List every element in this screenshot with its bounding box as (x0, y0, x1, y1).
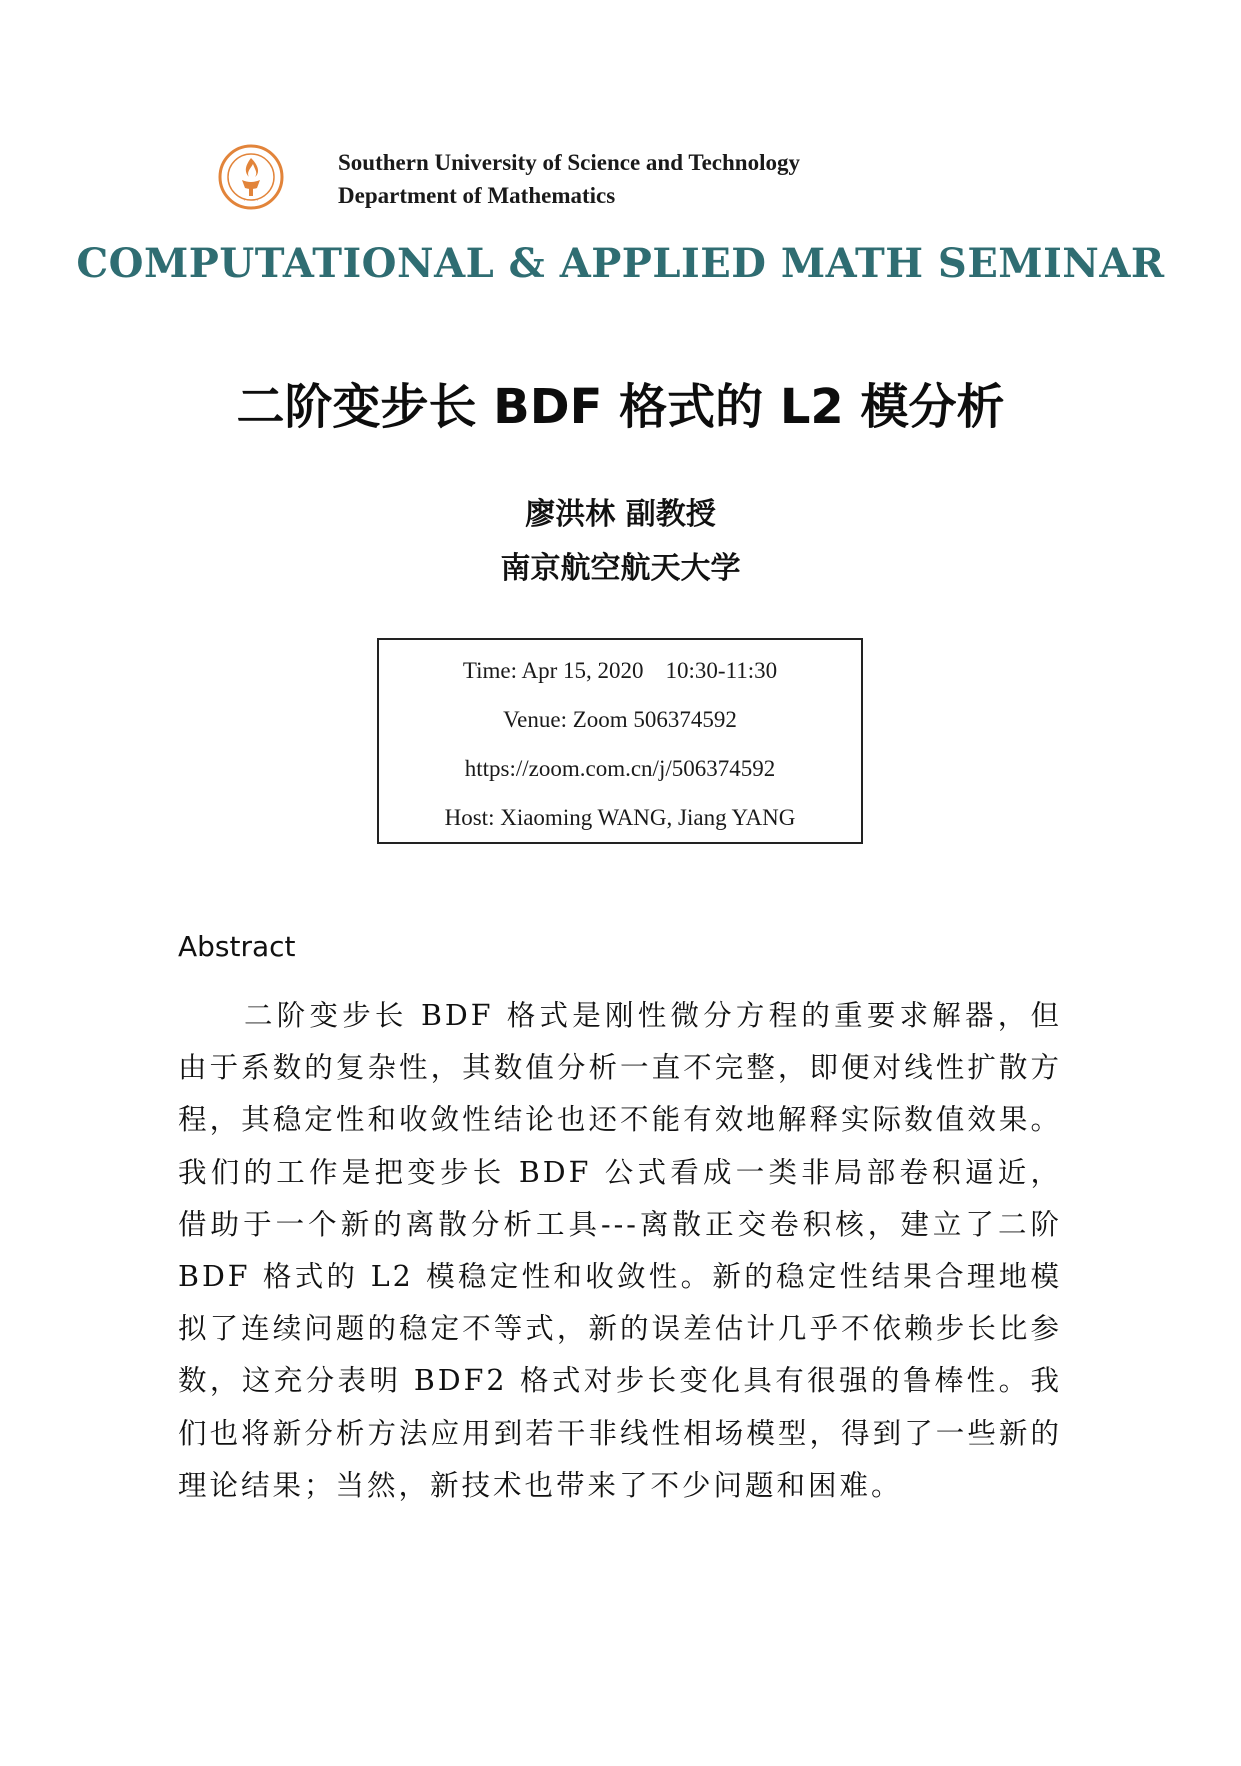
speaker-block (0, 488, 1241, 596)
event-time (379, 646, 861, 695)
event-host: Host: Xiaoming WANG, Jiang YANG (444, 805, 796, 830)
institution-block (338, 146, 800, 212)
event-info-box (377, 638, 863, 844)
department-name: Department of Mathematics (338, 183, 616, 208)
event-venue: Venue: Zoom 506374592 (503, 707, 737, 732)
header (218, 140, 858, 220)
speaker-name: 廖洪林 副教授 (525, 497, 716, 532)
zoom-link[interactable]: https://zoom.com.cn/j/506374592 (464, 756, 776, 781)
seminar-series-title: COMPUTATIONAL & APPLIED MATH SEMINAR (76, 240, 1165, 287)
event-time-range: 10:30-11:30 (665, 658, 778, 683)
event-date: Time: Apr 15, 2020 (462, 658, 644, 683)
abstract-heading: Abstract (178, 930, 296, 963)
abstract-text: 二阶变步长 BDF 格式是刚性微分方程的重要求解器，但由于系数的复杂性，其数值分析一直不完整，即便对线性扩散方程，其稳定性和收敛性结论也还不能有效地解释实际数值效果。我们的工作是把变步长 BDF 公式看成一类非局部卷积逼近，借助于一个新的离散分析工具---离散正交卷积核，建立了二阶 BDF 格式的 L2 模稳定性和收敛性。新的稳定性结果合理地模拟了连续问题的稳定不等式，新的误差估计几乎不依赖步长比参数，这充分表明 BDF2 格式对步长变化具有很强的鲁棒性。我们也将新分析方法应用到若干非线性相场模型，得到了一些新的理论结果；当然，新技术也带来了不少问题和困难。 (178, 999, 1062, 1502)
talk-title: 二阶变步长 BDF 格式的 L2 模分析 (236, 379, 1005, 435)
speaker-affiliation: 南京航空航天大学 (500, 551, 741, 586)
svg-text:· · · · ·: · · · · · (243, 198, 259, 204)
university-seal-icon (218, 144, 284, 210)
university-name: Southern University of Science and Technology (338, 150, 800, 175)
